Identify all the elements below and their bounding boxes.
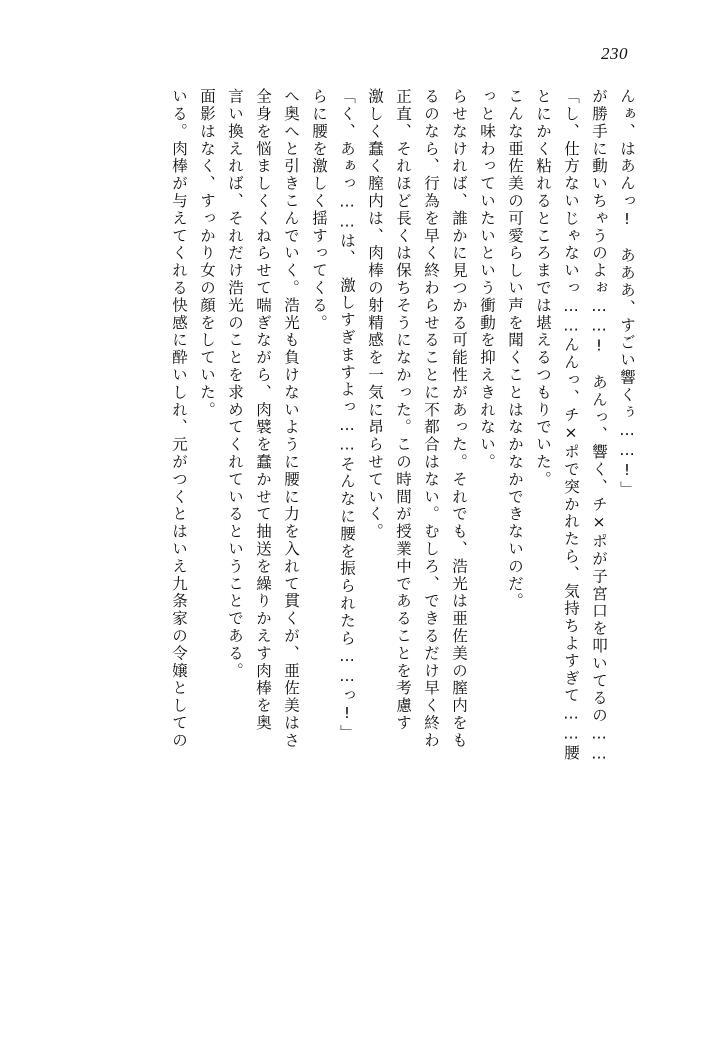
text-column: らせなければ、誰かに見つかる可能性があった。それでも、浩光は亜佐美の膣内をも bbox=[450, 88, 468, 750]
text-column: らに腰を激しく揺すってくる。 bbox=[310, 88, 328, 332]
text-column: 面影はなく、すっかり女の顔をしていた。 bbox=[198, 88, 216, 419]
text-column: 全身を悩ましくくねらせて喘ぎながら、肉襞を蠢かせて抽送を繰りかえす肉棒を奥 bbox=[254, 88, 272, 732]
page-number: 230 bbox=[601, 44, 628, 63]
text-column: 正直、それほど長くは保ちそうになかった。この時間が授業中であることを考慮す bbox=[394, 88, 412, 732]
text-column: 言い換えれば、それだけ浩光のことを求めてくれているということである。 bbox=[226, 88, 244, 680]
text-column: とにかく粘れるところまでは堪えるつもりでいた。 bbox=[534, 88, 552, 489]
vertical-text-body bbox=[94, 88, 634, 968]
text-column: っと味わっていたいという衝動を抑えきれない。 bbox=[478, 88, 496, 471]
text-column: 激しく蠢く膣内は、肉棒の射精感を一気に昂らせていく。 bbox=[366, 88, 384, 541]
text-column: いる。肉棒が与えてくれる快感に酔いしれ、元がつくとはいえ九条家の令嬢としての bbox=[170, 88, 188, 750]
text-column: へ奥へと引きこんでいく。浩光も負けないように腰に力を入れて貫くが、亜佐美はさ bbox=[282, 88, 300, 750]
text-column: こんな亜佐美の可愛らしい声を聞くことはなかなかできないのだ。 bbox=[506, 88, 524, 610]
text-column: るのなら、行為を早く終わらせることに不都合はない。むしろ、できるだけ早く終わ bbox=[422, 88, 440, 750]
text-column: 「し、仕方ないじゃないっ……んんっ、チ×ポで突かれたら、気持ちよすぎて……腰 bbox=[562, 88, 580, 762]
text-column: んぁ、はあんっ! あああ、すごい響くぅ……!」 bbox=[618, 88, 636, 499]
text-column: 「く、あぁっ……は、 激しすぎますよっ……そんなに腰を振られたら……っ!」 bbox=[338, 88, 356, 742]
text-column: が勝手に動いちゃうのよぉ……! あんっ、響く、チ×ポが子宮口を叩いてるの…… bbox=[590, 88, 608, 765]
